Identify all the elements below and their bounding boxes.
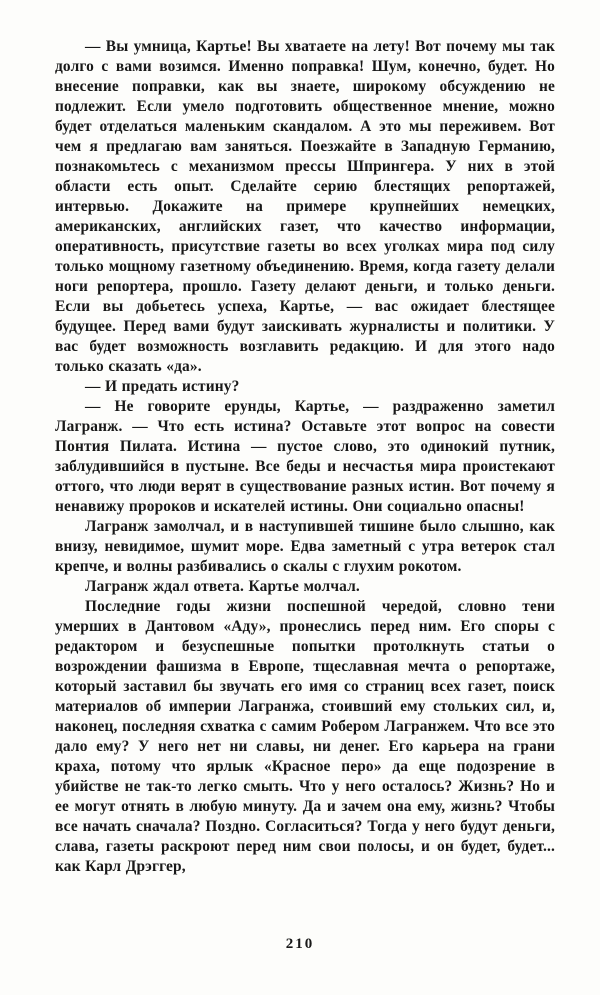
text-block [55, 37, 555, 877]
paragraph-2: — И предать истину? [85, 378, 240, 395]
page-number: 210 [285, 936, 315, 952]
paragraph-5: Лагранж ждал ответа. Картье молчал. [85, 578, 360, 595]
paragraph-3: — Не говорите ерунды, Картье, — раздраженно заметил Лагранж. — Что есть истина? Оставьте этот вопрос на совести Понтия Пилата. Истина — пустое слово, это одинокий путник, заблудившийся в пустыне. Все беды и несчастья мира проистекают оттого, что люди верят в существование разных истин. Вот почему я ненавижу пророков и искателей истины. Они социально опасны! [55, 398, 555, 515]
paragraph-1: — Вы умница, Картье! Вы хватаете на лету! Вот почему мы так долго с вами возимся. Именно поправка! Шум, конечно, будет. Но внесение поправки, как вы знаете, широкому обсуждению не подлежит. Если умело подготовить общественное мнение, можно будет отделаться маленьким скандалом. А это мы переживем. Вот чем я предлагаю вам заняться. Поезжайте в Западную Германию, познакомьтесь с механизмом прессы Шпрингера. У них в этой области есть опыт. Сделайте серию блестящих репортажей, интервью. Докажите на примере крупнейших немецких, американских, английских газет, что качество информации, оперативность, присутствие газеты во всех уголках мира под силу только мощному газетному объединению. Время, когда газету делали ноги репортера, прошло. Газету делают деньги, и только деньги. Если вы добьетесь успеха, Картье, — вас ожидает блестящее будущее. Перед вами будут заискивать журналисты и политики. У вас будет возможность возглавить редакцию. И для этого надо только сказать «да». [55, 38, 555, 375]
paragraph-4: Лагранж замолчал, и в наступившей тишине было слышно, как внизу, невидимое, шумит море. Едва заметный с утра ветерок стал крепче, и волны разбивались о скалы с глухим рокотом. [55, 518, 555, 575]
paragraph-6: Последние годы жизни поспешной чередой, словно тени умерших в Дантовом «Аду», пронеслись перед ним. Его споры с редактором и безуспешные попытки протолкнуть статьи о возрождении фашизма в Европе, тщеславная мечта о репортаже, который заставил бы звучать его имя со страниц всех газет, поиск материалов об империи Лагранжа, стоивший ему стольких сил, и, наконец, последняя схватка с самим Робером Лагранжем. Что все это дало ему? У него нет ни славы, ни денег. Его карьера на грани краха, потому что ярлык «Красное перо» да еще подозрение в убийстве не так-то легко смыть. Что у него осталось? Жизнь? Но и ее могут отнять в любую минуту. Да и зачем она ему, жизнь? Чтобы все начать сначала? Поздно. Согласиться? Тогда у него будут деньги, слава, газеты раскроют перед ним свои полосы, и он будет, будет... как Карл Дрэггер, [55, 598, 555, 875]
